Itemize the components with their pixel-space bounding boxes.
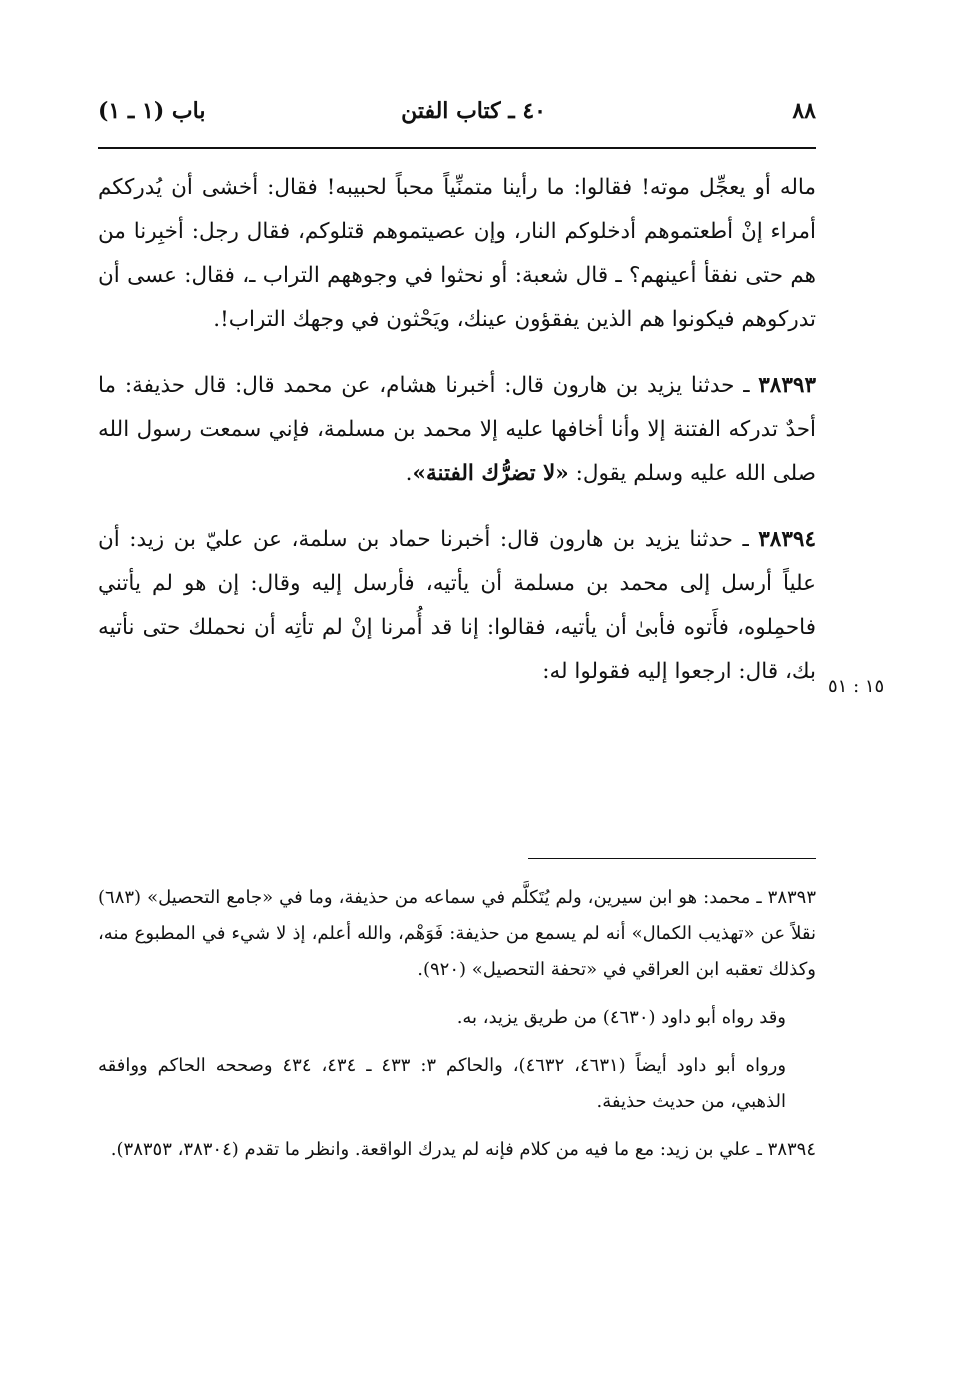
margin-reference: ١٥ : ٥١ [828, 676, 885, 697]
hadith-end: . [405, 461, 413, 486]
footnote-38393: ٣٨٣٩٣ ـ محمد: هو ابن سيرين، ولم يُتَكلَّم في سماعه من حذيفة، وما في «جامع التحصيل» (٦٨٣) نقلاً عن «تهذيب الكمال» أنه لم يسمع من حذيفة: فَوَهْم، والله أعلم، إذ لا شيء في المطبوع منه، وكذلك تعقبه ابن العراقي في «تحفة التحصيل» (٩٢٠). [98, 887, 816, 980]
hadith-quote: «لا تضرُّك الفتنة» [412, 461, 569, 486]
header-divider [98, 147, 816, 149]
page-number: ٨٨ [792, 98, 816, 124]
chapter-label: باب (١ ـ ١) [98, 98, 206, 124]
footnote-divider [528, 858, 816, 859]
hadith-text: ـ حدثنا يزيد بن هارون قال: أخبرنا حماد بن سلمة، عن عليّ بن زيد: أن علياً أرسل إلى محمد بن مسلمة أن يأتيه، فأرسل إليه وقال: إن هو لم يأتني فاحمِلوه، فأَتوه فأبىٰ أن يأتيه، فقالوا: إنا قد أُمرنا إنْ لم تأتِه أن نحملك حتى نأتيه بك، قال: ارجعوا إليه فقولوا له: [98, 527, 816, 684]
hadith-number: ٣٨٣٩٤ [758, 527, 816, 552]
paragraph-continuation: ماله أو يعجِّل موته! فقالوا: ما رأينا متمنِّياً محباً لحبيبه! فقال: أخشى أن يُدرككم أمراء إنْ أطعتموهم أدخلوكم النار، وإن عصيتموهم قتلوكم، فقال رجل: أخبِرنا من هم حتى نفقأ أعينهم؟ ـ قال شعبة: أو نحثوا في وجوههم التراب ـ، فقال: عسى أن تدركوهم فيكونوا هم الذين يفقؤون عينك، ويَحْثون في وجهك التراب!. [98, 175, 816, 332]
hadith-text: ـ حدثنا يزيد بن هارون قال: أخبرنا هشام، عن محمد قال: قال حذيفة: ما أحدٌ تدركه الفتنة إلا وأنا أخافها عليه إلا محمد بن مسلمة، فإني سمعت رسول الله صلى الله عليه وسلم يقول: [98, 373, 816, 486]
footnote-abu-dawud: وقد رواه أبو داود (٤٦٣٠) من طريق يزيد، به. [456, 1007, 786, 1028]
book-title: ٤٠ ـ كتاب الفتن [401, 98, 546, 124]
hadith-38393 [98, 364, 816, 496]
main-text [98, 166, 816, 694]
hadith-38394 [98, 518, 816, 694]
hadith-number: ٣٨٣٩٣ [758, 373, 816, 398]
footnotes [98, 880, 816, 1168]
footnote-38394: ٣٨٣٩٤ ـ علي بن زيد: مع ما فيه من كلام فإنه لم يدرك الواقعة. وانظر ما تقدم (٣٨٣٠٤، ٣٨٣٥٣). [110, 1139, 816, 1160]
page-header [98, 92, 816, 132]
footnote-hakim: ورواه أبو داود أيضاً (٤٦٣١، ٤٦٣٢)، والحاكم ٣: ٤٣٣ ـ ٤٣٤، ٤٣٤ وصححه الحاكم ووافقه الذهبي، من حديث حذيفة. [98, 1055, 787, 1112]
